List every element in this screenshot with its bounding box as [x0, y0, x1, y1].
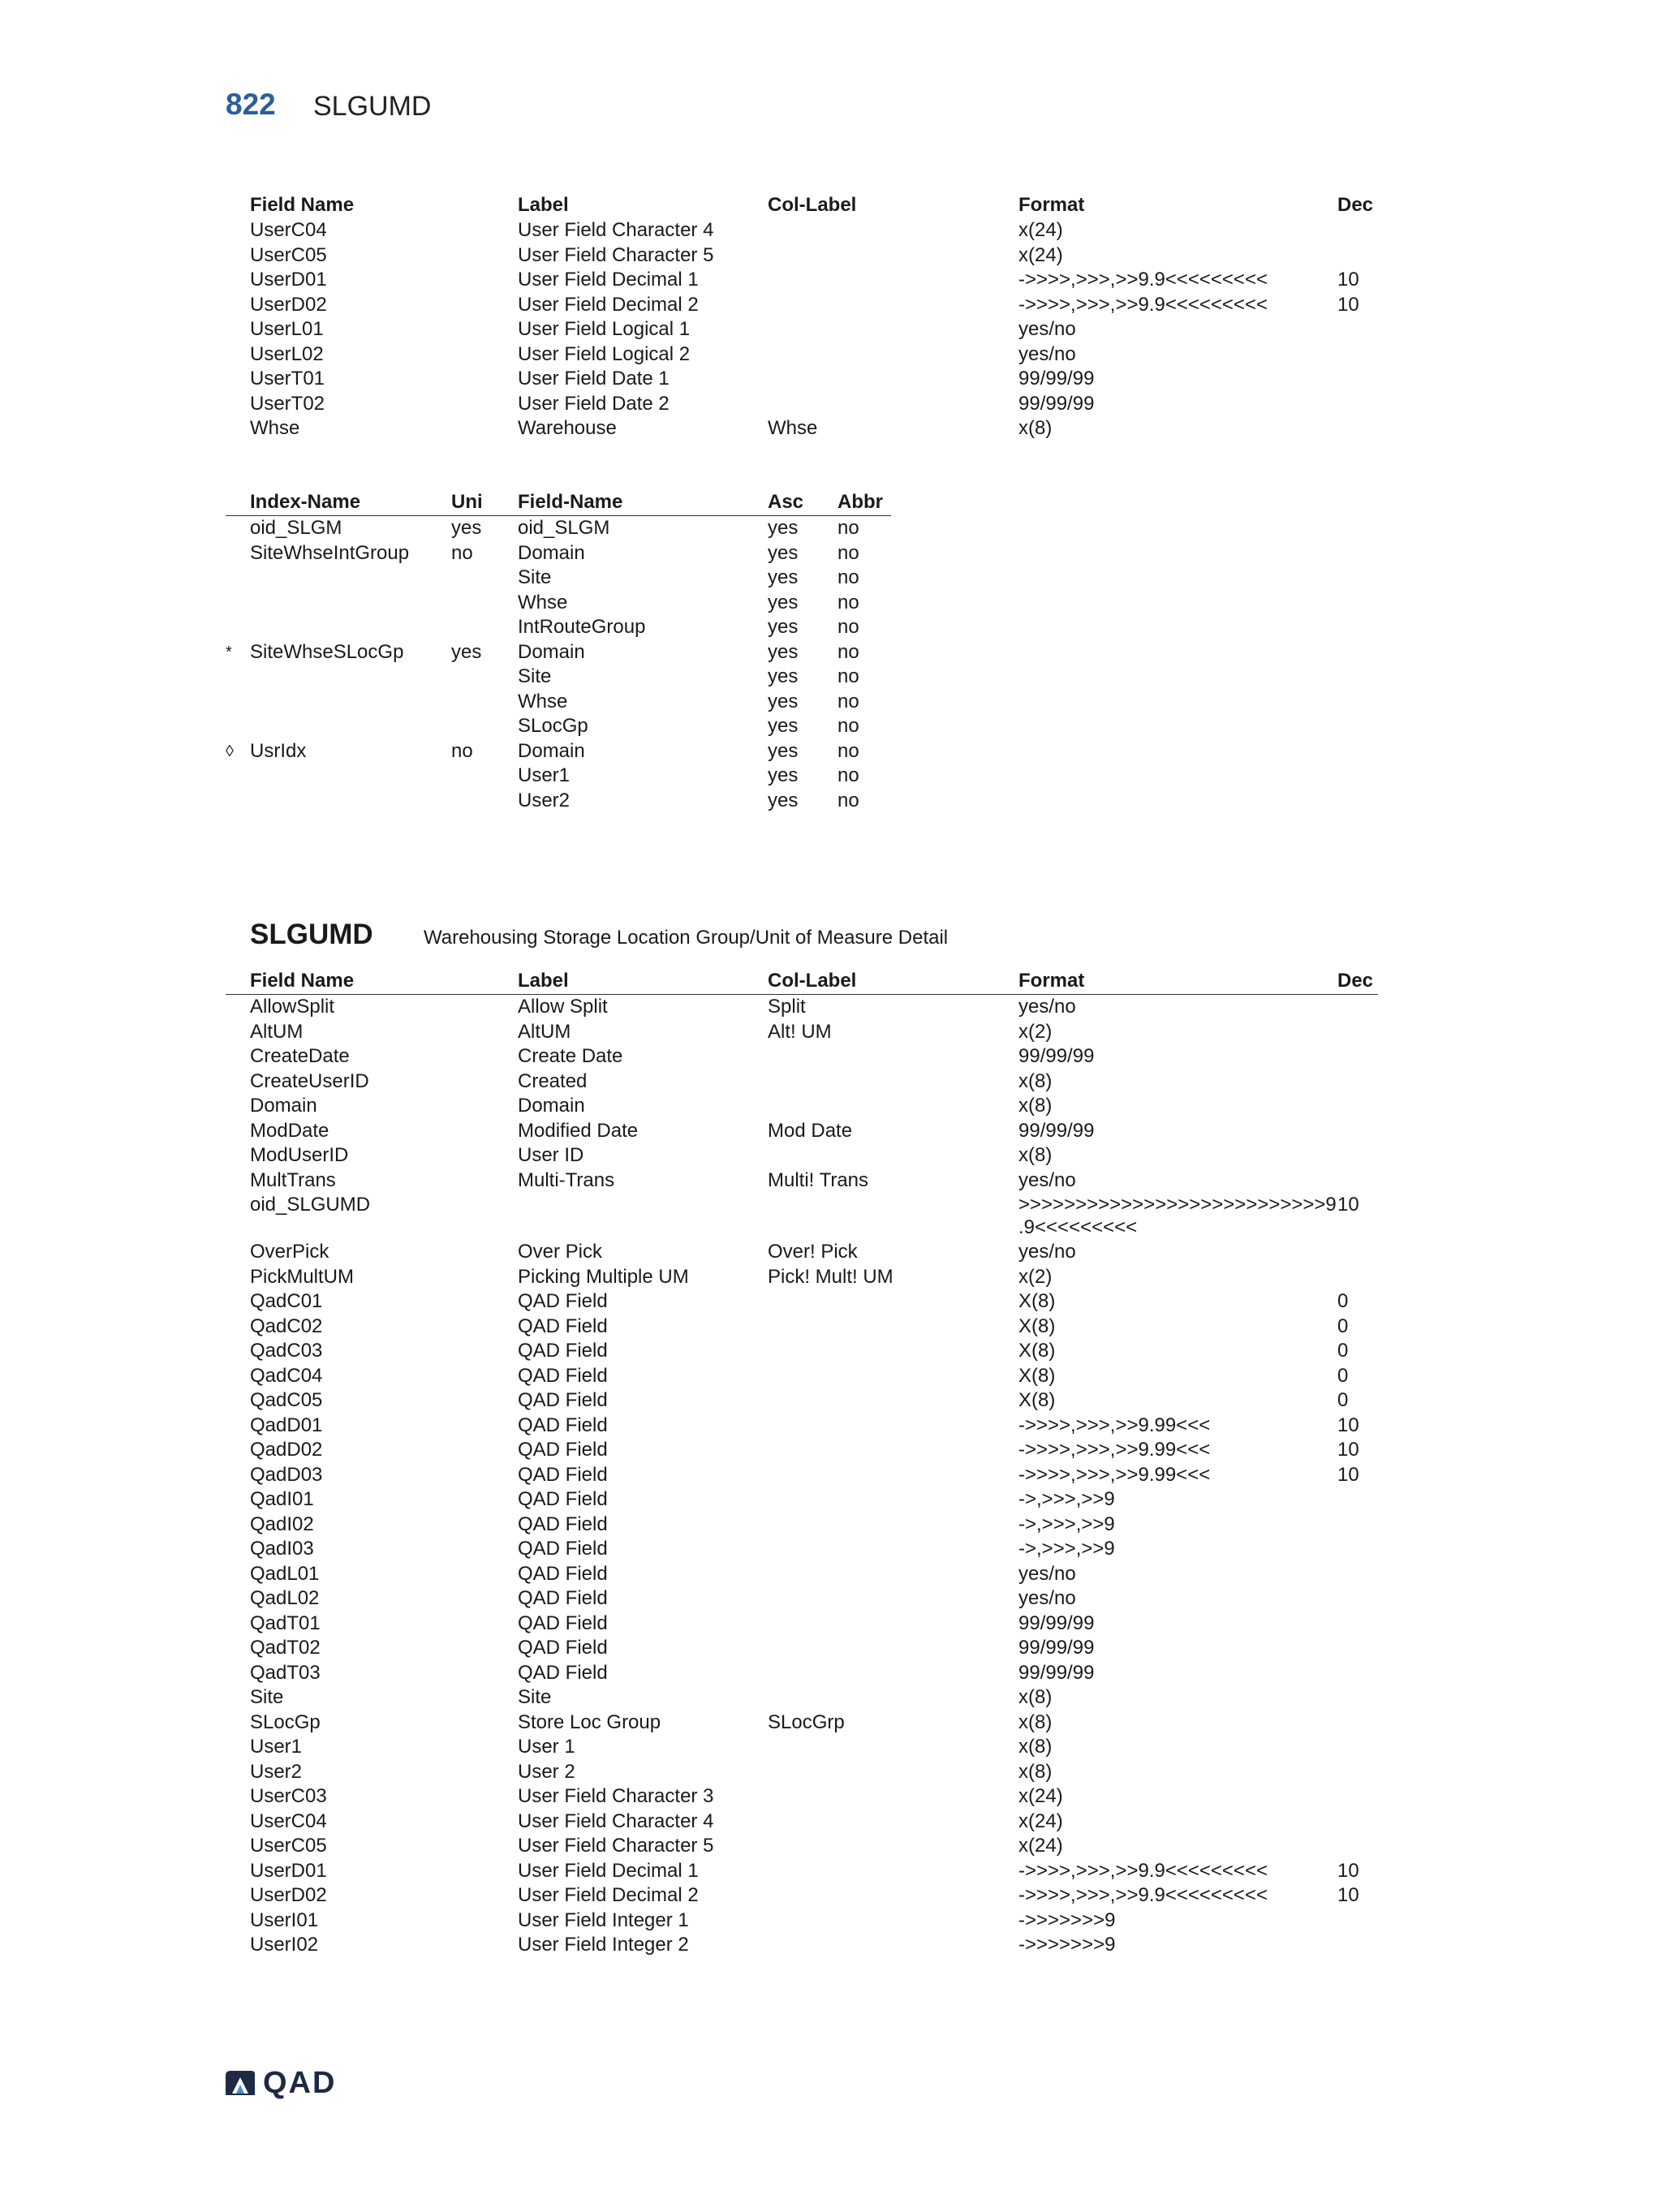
format-cell: >>>>>>>>>>>>>>>>>>>>>>>>>>>9 — [1018, 1194, 1337, 1216]
index-name-cell: UsrIdx — [250, 739, 307, 762]
label-cell: QAD Field — [518, 1290, 608, 1312]
field-name-cell: QadT01 — [250, 1612, 321, 1634]
format-cell: x(2) — [1018, 1265, 1053, 1288]
col-label-cell: Multi! Trans — [768, 1168, 869, 1191]
format-cell: x(8) — [1018, 1144, 1053, 1166]
format-cell: ->>>>,>>>,>>9.9<<<<<<<<< — [1018, 1884, 1268, 1906]
format-cell: ->>>>>>>9 — [1018, 1934, 1116, 1956]
format-cell: ->>>>,>>>,>>9.9<<<<<<<<< — [1018, 1859, 1268, 1882]
abbr-cell: no — [837, 690, 859, 712]
label-cell: QAD Field — [518, 1340, 608, 1362]
table-row — [226, 615, 891, 640]
label-cell: Site — [518, 1686, 552, 1708]
field-name-cell: Domain — [518, 541, 585, 564]
format-cell: 99/99/99 — [1018, 392, 1095, 415]
field-name-cell: CreateUserID — [250, 1069, 369, 1092]
table-row — [226, 1933, 1378, 1958]
unique-cell: no — [451, 541, 473, 564]
label-cell: QAD Field — [518, 1562, 608, 1585]
format-cell: x(8) — [1018, 1736, 1053, 1758]
label-cell: QAD Field — [518, 1538, 608, 1560]
table-row — [226, 566, 891, 591]
table-row — [226, 1119, 1378, 1144]
format-cell: X(8) — [1018, 1364, 1056, 1387]
format-cell: x(24) — [1018, 243, 1063, 266]
label-cell: Picking Multiple UM — [518, 1265, 689, 1288]
field-name-cell: Whse — [250, 417, 300, 439]
table-row — [226, 1487, 1378, 1513]
label-cell: User Field Character 4 — [518, 1810, 714, 1832]
format-cell: yes/no — [1018, 342, 1076, 365]
column-header-dec: Dec — [1337, 194, 1374, 216]
abbr-cell: no — [837, 739, 859, 762]
page-number: 822 — [226, 88, 276, 121]
format-cell: 99/99/99 — [1018, 1661, 1095, 1684]
label-cell: User Field Integer 1 — [518, 1909, 689, 1931]
label-cell: Store Loc Group — [518, 1711, 661, 1733]
asc-cell: yes — [768, 690, 799, 712]
dec-cell: 10 — [1337, 1414, 1359, 1436]
field-name-cell: User2 — [518, 789, 571, 811]
table-row — [226, 1364, 1378, 1389]
field-name-cell: MultTrans — [250, 1168, 336, 1191]
dec-cell: 10 — [1337, 269, 1359, 290]
asc-cell: yes — [768, 541, 799, 564]
dec-cell: 10 — [1337, 1859, 1359, 1882]
label-cell: AltUM — [518, 1020, 571, 1043]
format-cell: yes/no — [1018, 996, 1076, 1018]
format-cell: yes/no — [1018, 1168, 1076, 1191]
format-cell-continued: .9<<<<<<<<< — [1018, 1216, 1138, 1238]
table-row — [226, 541, 891, 566]
index-name-cell: SiteWhseSLocGp — [250, 640, 404, 663]
field-table-continued — [226, 193, 1378, 441]
field-name-cell: UserD01 — [250, 1859, 327, 1882]
section-description: Warehousing Storage Location Group/Unit of Measure Detail — [424, 927, 949, 949]
field-name-cell: QadD02 — [250, 1439, 323, 1461]
field-name-cell: UserI02 — [250, 1934, 319, 1956]
column-header-format: Format — [1018, 194, 1085, 216]
field-name-cell: QadL01 — [250, 1562, 320, 1585]
dec-cell: 10 — [1337, 1194, 1359, 1216]
table-row — [226, 1859, 1378, 1884]
field-name-cell: IntRouteGroup — [518, 616, 646, 638]
label-cell: QAD Field — [518, 1389, 608, 1411]
table-row — [226, 293, 1378, 318]
field-name-cell: User1 — [518, 764, 571, 786]
field-name-cell: QadC01 — [250, 1290, 323, 1312]
field-name-cell: UserC05 — [250, 243, 327, 266]
format-cell: X(8) — [1018, 1389, 1056, 1411]
column-header-asc: Asc — [768, 491, 804, 513]
table-row — [226, 1562, 1378, 1587]
table-header — [226, 193, 1378, 218]
table-row — [226, 1020, 1378, 1045]
abbr-cell: no — [837, 715, 859, 737]
label-cell: Allow Split — [518, 996, 608, 1018]
dec-cell: 10 — [1337, 1463, 1359, 1486]
format-cell: x(8) — [1018, 417, 1053, 439]
label-cell: User 1 — [518, 1736, 575, 1758]
asc-cell: yes — [768, 665, 799, 687]
dec-cell: 0 — [1337, 1290, 1349, 1312]
col-label-cell: Alt! UM — [768, 1020, 832, 1043]
table-row — [226, 739, 891, 764]
field-name-cell: QadI01 — [250, 1488, 314, 1510]
table-row — [226, 1240, 1378, 1265]
label-cell: QAD Field — [518, 1513, 608, 1535]
table-header — [226, 490, 891, 516]
table-header — [226, 969, 1378, 995]
unique-cell: yes — [451, 640, 482, 663]
table-row — [226, 516, 891, 541]
dec-cell: 0 — [1337, 1389, 1349, 1411]
table-row — [226, 1168, 1378, 1194]
label-cell: QAD Field — [518, 1315, 608, 1337]
label-cell: Warehouse — [518, 417, 617, 439]
format-cell: ->>>>,>>>,>>9.9<<<<<<<<< — [1018, 269, 1268, 290]
field-name-cell: User2 — [250, 1760, 303, 1783]
field-name-cell: oid_SLGM — [518, 517, 610, 539]
label-cell: User Field Decimal 1 — [518, 1859, 699, 1882]
format-cell: 99/99/99 — [1018, 1119, 1095, 1142]
dec-cell: 10 — [1337, 1884, 1359, 1906]
dec-cell: 10 — [1337, 293, 1359, 316]
table-row — [226, 1834, 1378, 1859]
field-name-cell: UserC05 — [250, 1835, 327, 1857]
dec-cell: 0 — [1337, 1315, 1349, 1337]
field-name-cell: QadT03 — [250, 1661, 321, 1684]
asc-cell: yes — [768, 764, 799, 786]
dec-cell: 0 — [1337, 1340, 1349, 1362]
format-cell: ->>>>,>>>,>>9.99<<< — [1018, 1414, 1211, 1436]
asc-cell: yes — [768, 789, 799, 811]
table-row — [226, 1760, 1378, 1785]
table-row — [226, 1883, 1378, 1909]
table-row — [226, 690, 891, 715]
format-cell: X(8) — [1018, 1340, 1056, 1362]
label-cell: User Field Date 1 — [518, 368, 670, 389]
unique-cell: yes — [451, 517, 482, 539]
label-cell: QAD Field — [518, 1637, 608, 1659]
table-row — [226, 995, 1378, 1020]
abbr-cell: no — [837, 789, 859, 811]
table-row — [226, 1513, 1378, 1538]
field-name-cell: UserC04 — [250, 1810, 327, 1832]
table-row — [226, 764, 891, 789]
column-header-abbr: Abbr — [837, 491, 883, 513]
field-name-cell: UserT01 — [250, 368, 325, 389]
table-row — [226, 1612, 1378, 1637]
column-header-field-name: Field-Name — [518, 491, 623, 513]
table-row — [226, 416, 1378, 441]
field-name-cell: UserC04 — [250, 219, 327, 241]
index-table — [226, 490, 891, 813]
column-header-field-name: Field Name — [250, 970, 355, 992]
table-row — [226, 789, 891, 814]
field-name-cell: AltUM — [250, 1020, 304, 1043]
field-name-cell: QadD01 — [250, 1414, 323, 1436]
table-row — [226, 392, 1378, 417]
table-row — [226, 1586, 1378, 1612]
table-row — [226, 1388, 1378, 1414]
column-header-format: Format — [1018, 970, 1085, 992]
table-row — [226, 1636, 1378, 1661]
field-name-cell: QadC02 — [250, 1315, 323, 1337]
index-name-cell: SiteWhseIntGroup — [250, 541, 410, 564]
label-cell: User Field Decimal 2 — [518, 293, 699, 316]
field-name-cell: UserD01 — [250, 269, 327, 290]
table-row — [226, 1810, 1378, 1835]
field-name-cell: Site — [518, 566, 552, 588]
table-row — [226, 1685, 1378, 1711]
field-name-cell: OverPick — [250, 1241, 329, 1263]
field-name-cell: ModUserID — [250, 1144, 349, 1166]
table-row — [226, 1735, 1378, 1760]
asc-cell: yes — [768, 616, 799, 638]
col-label-cell: Whse — [768, 417, 818, 439]
field-name-cell: UserL02 — [250, 342, 324, 365]
table-row — [226, 1784, 1378, 1810]
abbr-cell: no — [837, 566, 859, 588]
label-cell: Modified Date — [518, 1119, 639, 1142]
field-name-cell: SLocGp — [518, 715, 588, 737]
column-header-col-label: Col-Label — [768, 194, 857, 216]
table-row — [226, 1414, 1378, 1439]
table-row — [226, 1339, 1378, 1364]
index-marker: * — [226, 643, 232, 661]
field-name-cell: QadD03 — [250, 1463, 323, 1486]
table-row — [226, 1289, 1378, 1315]
index-marker: ◊ — [226, 742, 234, 760]
field-name-cell: QadT02 — [250, 1637, 321, 1659]
label-cell: QAD Field — [518, 1463, 608, 1486]
table-row — [226, 1193, 1378, 1240]
table-row — [226, 1094, 1378, 1119]
column-header-field-name: Field Name — [250, 194, 355, 216]
table-row — [226, 1661, 1378, 1686]
table-row — [226, 665, 891, 690]
format-cell: ->,>>>,>>9 — [1018, 1538, 1115, 1560]
field-name-cell: Site — [250, 1686, 284, 1708]
field-name-cell: Whse — [518, 591, 568, 613]
logo-text: QAD — [263, 2066, 337, 2100]
col-label-cell: Over! Pick — [768, 1241, 858, 1263]
table-row — [226, 1315, 1378, 1340]
table-row — [226, 1537, 1378, 1562]
asc-cell: yes — [768, 517, 799, 539]
format-cell: yes/no — [1018, 1587, 1076, 1609]
section-title: SLGUMD — [250, 919, 373, 950]
field-name-cell: UserD02 — [250, 1884, 327, 1906]
qad-logo-icon — [224, 2069, 256, 2097]
abbr-cell: no — [837, 764, 859, 786]
format-cell: x(8) — [1018, 1760, 1053, 1783]
label-cell: Domain — [518, 1095, 585, 1117]
field-name-cell: Site — [518, 665, 552, 687]
format-cell: x(2) — [1018, 1020, 1053, 1043]
column-header-label: Label — [518, 194, 569, 216]
format-cell: 99/99/99 — [1018, 368, 1095, 389]
col-label-cell: Split — [768, 996, 806, 1018]
field-name-cell: Whse — [518, 690, 568, 712]
column-header-index-name: Index-Name — [250, 491, 361, 513]
table-row — [226, 1463, 1378, 1488]
table-row — [226, 1265, 1378, 1290]
col-label-cell: SLocGrp — [768, 1711, 845, 1733]
table-row — [226, 714, 891, 739]
abbr-cell: no — [837, 616, 859, 638]
field-name-cell: Domain — [518, 640, 585, 663]
dec-cell: 10 — [1337, 1439, 1359, 1461]
field-name-cell: AllowSplit — [250, 996, 335, 1018]
label-cell: Over Pick — [518, 1241, 603, 1263]
format-cell: x(24) — [1018, 1810, 1063, 1832]
asc-cell: yes — [768, 591, 799, 613]
unique-cell: no — [451, 739, 473, 762]
format-cell: yes/no — [1018, 318, 1076, 340]
field-name-cell: QadC03 — [250, 1340, 323, 1362]
field-name-cell: Domain — [250, 1095, 317, 1117]
format-cell: x(8) — [1018, 1095, 1053, 1117]
format-cell: ->>>>,>>>,>>9.99<<< — [1018, 1463, 1211, 1486]
label-cell: QAD Field — [518, 1612, 608, 1634]
column-header-dec: Dec — [1337, 970, 1374, 992]
format-cell: x(8) — [1018, 1686, 1053, 1708]
abbr-cell: no — [837, 541, 859, 564]
field-name-cell: UserL01 — [250, 318, 324, 340]
format-cell: x(8) — [1018, 1069, 1053, 1092]
field-name-cell: Domain — [518, 739, 585, 762]
label-cell: User Field Logical 1 — [518, 318, 691, 340]
field-name-cell: CreateDate — [250, 1045, 350, 1067]
table-row — [226, 640, 891, 665]
col-label-cell: Mod Date — [768, 1119, 853, 1142]
page-title: SLGUMD — [313, 91, 432, 122]
asc-cell: yes — [768, 739, 799, 762]
field-name-cell: User1 — [250, 1736, 303, 1758]
field-name-cell: QadI02 — [250, 1513, 314, 1535]
field-name-cell: PickMultUM — [250, 1265, 355, 1288]
dec-cell: 0 — [1337, 1364, 1349, 1387]
column-header-label: Label — [518, 970, 569, 992]
label-cell: User Field Character 5 — [518, 1835, 714, 1857]
field-table — [226, 969, 1378, 1958]
table-row — [226, 367, 1378, 392]
table-row — [226, 1438, 1378, 1463]
label-cell: Multi-Trans — [518, 1168, 615, 1191]
label-cell: QAD Field — [518, 1587, 608, 1609]
label-cell: User Field Logical 2 — [518, 342, 691, 365]
label-cell: User Field Date 2 — [518, 392, 670, 415]
table-row — [226, 1044, 1378, 1069]
col-label-cell: Pick! Mult! UM — [768, 1265, 893, 1288]
label-cell: Created — [518, 1069, 588, 1092]
label-cell: QAD Field — [518, 1364, 608, 1387]
label-cell: User Field Character 5 — [518, 243, 714, 266]
field-name-cell: UserD02 — [250, 293, 327, 316]
table-row — [226, 1143, 1378, 1168]
field-name-cell: oid_SLGUMD — [250, 1194, 371, 1216]
format-cell: ->>>>,>>>,>>9.99<<< — [1018, 1439, 1211, 1461]
column-header-unique: Uni — [451, 491, 483, 513]
label-cell: User Field Decimal 1 — [518, 269, 699, 290]
field-name-cell: UserI01 — [250, 1909, 319, 1931]
abbr-cell: no — [837, 665, 859, 687]
format-cell: x(24) — [1018, 1835, 1063, 1857]
label-cell: User Field Decimal 2 — [518, 1884, 699, 1906]
label-cell: QAD Field — [518, 1439, 608, 1461]
format-cell: X(8) — [1018, 1290, 1056, 1312]
table-row — [226, 1711, 1378, 1736]
format-cell: ->>>>>>>9 — [1018, 1909, 1116, 1931]
index-name-cell: oid_SLGM — [250, 517, 342, 539]
field-name-cell: QadL02 — [250, 1587, 320, 1609]
abbr-cell: no — [837, 640, 859, 663]
format-cell: 99/99/99 — [1018, 1612, 1095, 1634]
label-cell: User Field Character 4 — [518, 219, 714, 241]
field-name-cell: SLocGp — [250, 1711, 321, 1733]
field-name-cell: ModDate — [250, 1119, 329, 1142]
format-cell: 99/99/99 — [1018, 1045, 1095, 1067]
table-row — [226, 218, 1378, 243]
asc-cell: yes — [768, 566, 799, 588]
format-cell: x(8) — [1018, 1711, 1053, 1733]
label-cell: User ID — [518, 1144, 584, 1166]
table-row — [226, 591, 891, 616]
format-cell: x(24) — [1018, 219, 1063, 241]
table-row — [226, 268, 1378, 293]
abbr-cell: no — [837, 591, 859, 613]
asc-cell: yes — [768, 640, 799, 663]
format-cell: yes/no — [1018, 1241, 1076, 1263]
label-cell: Create Date — [518, 1045, 623, 1067]
format-cell: ->>>>,>>>,>>9.9<<<<<<<<< — [1018, 293, 1268, 316]
label-cell: QAD Field — [518, 1414, 608, 1436]
label-cell: QAD Field — [518, 1661, 608, 1684]
label-cell: User 2 — [518, 1760, 575, 1783]
table-row — [226, 1069, 1378, 1095]
label-cell: QAD Field — [518, 1488, 608, 1510]
field-name-cell: QadC04 — [250, 1364, 323, 1387]
table-row — [226, 342, 1378, 368]
format-cell: X(8) — [1018, 1315, 1056, 1337]
format-cell: yes/no — [1018, 1562, 1076, 1585]
format-cell: ->,>>>,>>9 — [1018, 1513, 1115, 1535]
label-cell: User Field Integer 2 — [518, 1934, 689, 1956]
label-cell: User Field Character 3 — [518, 1785, 714, 1807]
field-name-cell: QadC05 — [250, 1389, 323, 1411]
table-row — [226, 1909, 1378, 1934]
format-cell: 99/99/99 — [1018, 1637, 1095, 1659]
field-name-cell: QadI03 — [250, 1538, 314, 1560]
asc-cell: yes — [768, 715, 799, 737]
field-name-cell: UserT02 — [250, 392, 325, 415]
format-cell: x(24) — [1018, 1785, 1063, 1807]
table-row — [226, 243, 1378, 269]
format-cell: ->,>>>,>>9 — [1018, 1488, 1115, 1510]
table-row — [226, 317, 1378, 342]
abbr-cell: no — [837, 517, 859, 539]
column-header-col-label: Col-Label — [768, 970, 857, 992]
field-name-cell: UserC03 — [250, 1785, 327, 1807]
